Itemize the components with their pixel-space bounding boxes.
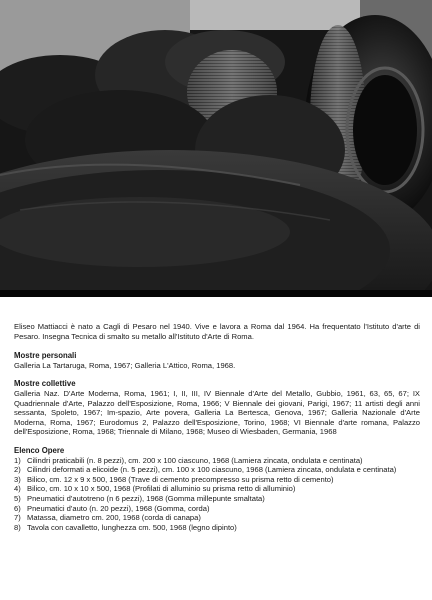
tires-photograph xyxy=(0,0,432,297)
personal-shows-heading: Mostre personali xyxy=(14,351,77,361)
item-number: 3) xyxy=(14,474,21,484)
biography-text xyxy=(14,322,420,541)
list-item xyxy=(14,523,420,533)
list-item xyxy=(14,465,420,475)
item-number: 7) xyxy=(14,513,21,523)
works-heading: Elenco Opere xyxy=(14,445,65,455)
works-list xyxy=(14,456,420,533)
item-text: Pneumatici d'auto (n. 20 pezzi), 1968 (Gomma, corda) xyxy=(27,503,210,513)
personal-shows-section xyxy=(14,351,420,370)
item-text: Matassa, diametro cm. 200, 1968 (corda di canapa) xyxy=(27,513,201,523)
list-item xyxy=(14,504,420,514)
item-number: 5) xyxy=(14,493,21,503)
item-number: 4) xyxy=(14,484,21,494)
item-number: 2) xyxy=(14,465,21,475)
item-text: Tavola con cavalletto, lunghezza cm. 500, 1968 (legno dipinto) xyxy=(27,522,237,532)
personal-shows-text: Galleria La Tartaruga, Roma, 1967; Galleria L'Attico, Roma, 1968. xyxy=(14,360,236,370)
group-shows-text: Galleria Naz. D'Arte Moderna, Roma, 1961; I, II, III, IV Biennale d'Arte del Metallo, Gubbio, 1961, 63, 65, 67; IX Quadriennale d'Arte, Palazzo dell'Esposizione, Roma, 1966; V Biennale dei giovani, Parigi, 1967; 11 artisti degli anni sessanta, Spoleto, 1967; Im-spazio, Arte povera, Galleria La Bertesca, Genova, 1967; Galleria Nazionale d'Arte Moderna, Roma, 1967; Eurodomus 2, Palazzo dell'Esposizione, Torino, 1968; VI Biennale d'arte romana, Palazzo dell'Esposizione, Roma, 1968; Triennale di Milano, 1968; Museo di Wiesbaden, Germania, 1968 xyxy=(14,388,420,437)
item-number: 6) xyxy=(14,503,21,513)
list-item xyxy=(14,484,420,494)
list-item xyxy=(14,456,420,466)
item-text: Bilico, cm. 12 x 9 x 500, 1968 (Trave di cemento precompresso su prisma retto di cemento) xyxy=(27,474,334,484)
item-text: Bilico, cm. 10 x 10 x 500, 1968 (Profilati di alluminio su prisma retto di alluminio) xyxy=(27,484,296,494)
item-text: Cilindri praticabili (n. 8 pezzi), cm. 200 x 100 ciascuno, 1968 (Lamiera zincata, ondulata e centinata) xyxy=(27,455,363,465)
group-shows-heading: Mostre collettive xyxy=(14,379,76,389)
item-text: Cilindri deformati a elicoide (n. 5 pezzi), cm. 100 x 100 ciascuno, 1968 (Lamiera zincata, ondulata e centinata) xyxy=(27,465,397,475)
item-number: 8) xyxy=(14,522,21,532)
item-text: Pneumatici d'autotreno (n 6 pezzi), 1968 (Gomma millepunte smaltata) xyxy=(27,493,265,503)
list-item xyxy=(14,494,420,504)
list-item xyxy=(14,513,420,523)
group-shows-section xyxy=(14,379,420,437)
item-number: 1) xyxy=(14,455,21,465)
list-item xyxy=(14,475,420,485)
works-section xyxy=(14,446,420,532)
bio-paragraph: Eliseo Mattiacci è nato a Cagli di Pesaro nel 1940. Vive e lavora a Roma dal 1964. Ha frequentato l'Istituto d'arte di Pesaro. Insegna Tecnica di smalto su metallo all'Istituto d'Arte di Roma. xyxy=(14,322,420,341)
